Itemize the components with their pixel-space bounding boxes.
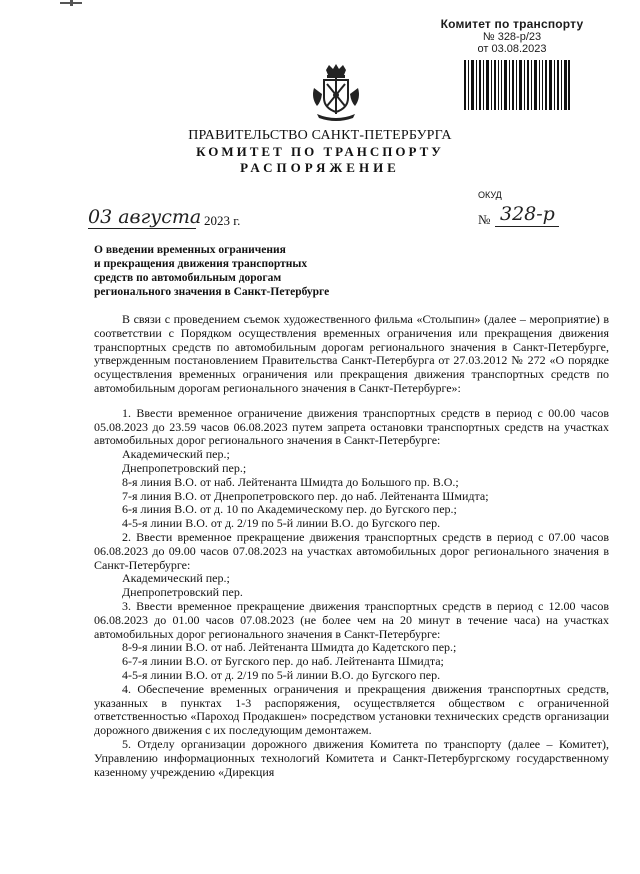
barcode	[464, 60, 570, 110]
paragraph-1: 1. Ввести временное ограничение движения транспортных средств в период с 00.00 часов 05.08.2023 до 23.59 часов 06.08.2023 путем запрета остановки транспортных средств на участках автомобильных дорог регионального значения в Санкт-Петербурге:	[94, 405, 609, 448]
list-item: 6-7-я линии В.О. от Бугского пер. до наб. Лейтенанта Шмидта;	[122, 654, 444, 669]
list-item: 8-9-я линии В.О. от наб. Лейтенанта Шмидта до Кадетского пер.;	[122, 640, 457, 655]
stamp-committee: Комитет по транспорту	[440, 17, 584, 31]
stamp-number: № 328-р/23	[482, 31, 542, 43]
list-item: 8-я линия В.О. от наб. Лейтенанта Шмидта до Большого пр. В.О.;	[122, 474, 459, 489]
handwritten-number: 328-р	[500, 203, 555, 225]
stamp-date: от 03.08.2023	[477, 43, 547, 55]
paragraph-2: 2. Ввести временное прекращение движения транспортных средств в период с 07.00 часов 06.08.2023 до 09.00 часов 07.08.2023 на участках автомобильных дорог регионального значения в Санкт-Петербурге:	[94, 529, 609, 572]
government-title: ПРАВИТЕЛЬСТВО САНКТ-ПЕТЕРБУРГА	[188, 128, 452, 143]
subject-line: регионального значения в Санкт-Петербурге	[94, 286, 330, 298]
handwritten-date: 03 августа	[88, 206, 202, 228]
list-item: Днепропетровский пер.	[122, 585, 243, 600]
date-year: 2023 г.	[204, 213, 241, 228]
document-body	[94, 313, 609, 779]
number-label: №	[478, 212, 491, 227]
subject-line: О введении временных ограничения	[94, 244, 286, 256]
list-item: 6-я линия В.О. от д. 10 по Академическому пер. до Бугского пер.;	[122, 502, 457, 517]
subject-line: и прекращения движения транспортных	[94, 258, 308, 270]
document-subject	[94, 243, 394, 299]
scan-mark-dot	[70, 0, 73, 6]
coat-of-arms-emblem	[311, 64, 361, 122]
list-item: Академический пер.;	[122, 571, 230, 586]
list-item: Академический пер.;	[122, 447, 230, 462]
registration-stamp	[432, 18, 592, 55]
paragraph-3: 3. Ввести временное прекращение движения транспортных средств в период с 12.00 часов 06.08.2023 до 01.00 часов 07.08.2023 (не более чем на 20 минут в течение часа) на участках автомобильных дорог регионального значения в Санкт-Петербурге:	[94, 598, 609, 641]
list-item: 4-5-я линии В.О. от д. 2/19 по 5-й линии В.О. до Бугского пер.	[122, 516, 441, 531]
document-type-title: РАСПОРЯЖЕНИЕ	[240, 160, 400, 175]
preamble-paragraph: В связи с проведением съемок художественного фильма «Столыпин» (далее – мероприятие) в соответствии с Порядком осуществления временных ограничения или прекращения движения транспортных средств по автомобильным дорогам регионального значения в Санкт-Петербурге, утвержденным постановлением Правительства Санкт-Петербурга от 27.03.2012 № 272 «О порядке осуществления временных ограничения или прекращения движения транспортных средств по автомобильным дорогам регионального значения в Санкт-Петербурге»:	[94, 312, 609, 395]
list-item: 7-я линия В.О. от Днепропетровского пер. до наб. Лейтенанта Шмидта;	[122, 488, 489, 503]
paragraph-4: 4. Обеспечение временных ограничения и прекращения движения транспортных средств, указанных в пунктах 1-3 распоряжения, осуществляется обществом с ограниченной ответственностью «Пароход Продакшен» посредством установки технических средств организации дорожного движения с их последующим демонтажем.	[94, 681, 609, 738]
number-underline	[495, 226, 559, 227]
paragraph-5: 5. Отделу организации дорожного движения Комитета по транспорту (далее – Комитет), Управлению информационных технологий Комитета и Санкт-Петербургскому государственному казенному учреждению «Дирекция	[94, 736, 609, 779]
okud-label: ОКУД	[478, 190, 502, 200]
list-item: Днепропетровский пер.;	[122, 460, 247, 475]
committee-title: КОМИТЕТ ПО ТРАНСПОРТУ	[196, 144, 444, 159]
subject-line: средств по автомобильным дорогам	[94, 272, 282, 284]
list-item: 4-5-я линии В.О. от д. 2/19 по 5-й линии В.О. до Бугского пер.	[122, 667, 441, 682]
date-underline	[88, 228, 196, 229]
